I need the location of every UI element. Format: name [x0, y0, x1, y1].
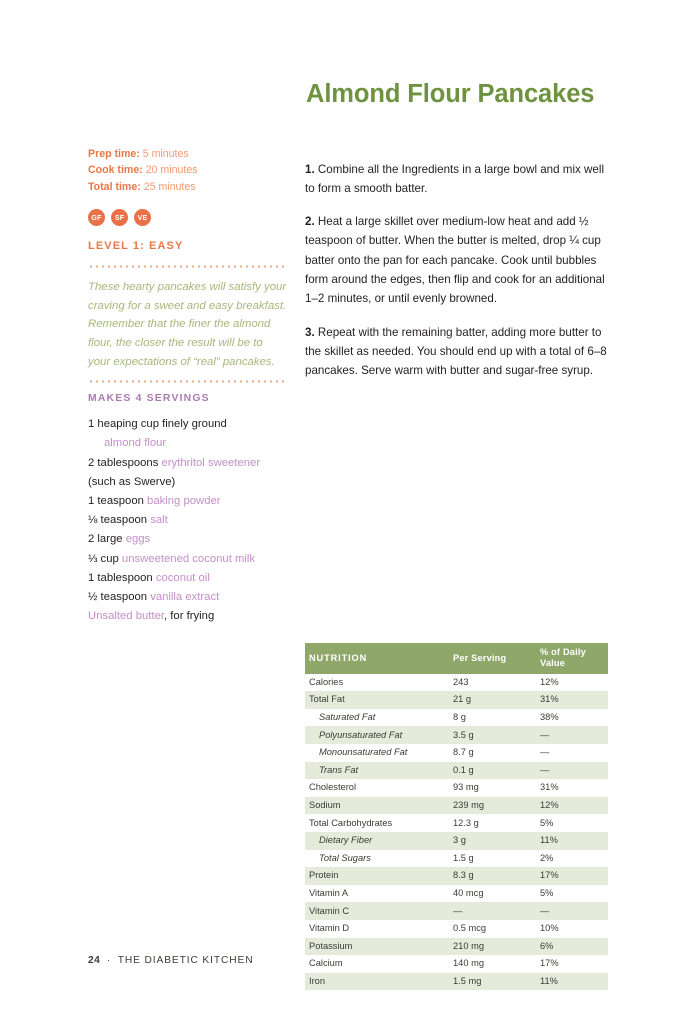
- nutrition-row: [305, 674, 608, 692]
- nutrition-row: [305, 814, 608, 832]
- recipe-intro-text: These hearty pancakes will satisfy your craving for a sweet and easy breakfast. Remember that the finer the almond flour, the closer the result will be to your expectations of “real” pancakes.: [88, 281, 287, 368]
- total-time-label: Total time:: [88, 180, 141, 193]
- nutrition-row: [305, 779, 608, 797]
- nutrient-daily-value: 12%: [536, 797, 608, 815]
- nutrient-daily-value: —: [536, 744, 608, 762]
- nutrient-name: Calories: [305, 674, 449, 692]
- nutrient-per-serving: 40 mcg: [449, 885, 536, 903]
- nutrient-daily-value: —: [536, 902, 608, 920]
- ingredient-name: vanilla extract: [150, 591, 220, 604]
- nutrition-row: [305, 902, 608, 920]
- nutrition-table-head: [305, 643, 608, 674]
- ingredient-item: [88, 569, 288, 588]
- nutrient-per-serving: 12.3 g: [449, 814, 536, 832]
- ingredient-item: [88, 607, 288, 626]
- ingredient-item: [88, 492, 288, 511]
- ingredient-quantity: 2 tablespoons: [88, 456, 162, 469]
- nutrient-name: Total Sugars: [305, 850, 449, 868]
- nutrient-per-serving: 243: [449, 674, 536, 692]
- nutrient-daily-value: 11%: [536, 973, 608, 991]
- ingredient-quantity: 1 heaping cup finely ground: [88, 418, 227, 431]
- ingredient-item: [88, 550, 288, 569]
- nutrient-daily-value: 38%: [536, 709, 608, 727]
- nutrient-daily-value: —: [536, 762, 608, 780]
- prep-time-row: [88, 146, 288, 162]
- nutrient-daily-value: 31%: [536, 691, 608, 709]
- nutrition-header-row: [305, 643, 608, 674]
- nutrient-name: Vitamin A: [305, 885, 449, 903]
- recipe-times: [88, 146, 288, 195]
- nutrient-per-serving: 21 g: [449, 691, 536, 709]
- instruction-step: [305, 323, 609, 381]
- nutrient-per-serving: 8 g: [449, 709, 536, 727]
- nutrient-name: Vitamin D: [305, 920, 449, 938]
- recipe-meta-column: [88, 146, 288, 626]
- instruction-step: [305, 160, 609, 199]
- ingredient-name: baking powder: [147, 495, 221, 507]
- nutrition-row: [305, 744, 608, 762]
- ingredient-quantity: ⅛ teaspoon: [88, 514, 151, 527]
- cook-time-value: 20 minutes: [145, 164, 198, 177]
- nutrient-daily-value: 12%: [536, 674, 608, 692]
- nutrient-name: Trans Fat: [305, 762, 449, 780]
- step-text: Repeat with the remaining batter, adding more butter to the skillet as needed. You should end up with a total of 6–8 pancakes. Serve warm with butter and sugar-free syrup.: [305, 325, 607, 378]
- cook-time-row: [88, 162, 288, 178]
- nutrition-row: [305, 832, 608, 850]
- servings-label: MAKES 4 SERVINGS: [88, 393, 210, 405]
- nutrition-row: [305, 709, 608, 727]
- nutrition-table: [305, 643, 608, 990]
- ingredient-quantity: ½ teaspoon: [88, 591, 151, 604]
- nutrition-row: [305, 850, 608, 868]
- ingredient-item: [88, 415, 288, 453]
- nutrient-name: Cholesterol: [305, 779, 449, 797]
- instructions-list: [305, 148, 609, 395]
- nutrient-per-serving: 8.3 g: [449, 867, 536, 885]
- nutrient-daily-value: 17%: [536, 955, 608, 973]
- nutrient-name: Polyunsaturated Fat: [305, 726, 449, 744]
- step-text: Heat a large skillet over medium-low heat and add ½ teaspoon of butter. When the butter is melted, drop ¼ cup batter onto the pan for each pancake. Cook until bubbles form around the edges, then flip and cook for an additional 1–2 minutes, or until evenly browned.: [305, 215, 605, 306]
- diet-badges: [88, 209, 288, 226]
- nutrition-col-header-per-serving: Per Serving: [449, 643, 536, 674]
- ingredient-note: , for frying: [164, 610, 215, 623]
- nutrient-per-serving: 93 mg: [449, 779, 536, 797]
- nutrient-name: Vitamin C: [305, 902, 449, 920]
- badge-vegetarian-icon: VE: [134, 209, 151, 226]
- nutrition-row: [305, 885, 608, 903]
- nutrient-daily-value: 10%: [536, 920, 608, 938]
- nutrient-name: Calcium: [305, 955, 449, 973]
- nutrient-name: Sodium: [305, 797, 449, 815]
- nutrition-row: [305, 867, 608, 885]
- nutrient-daily-value: 2%: [536, 850, 608, 868]
- step-text: Combine all the Ingredients in a large bowl and mix well to form a smooth batter.: [305, 162, 605, 195]
- dotted-divider-bottom: [88, 380, 288, 383]
- footer-book-title: THE DIABETIC KITCHEN: [117, 955, 254, 966]
- nutrition-row: [305, 955, 608, 973]
- nutrient-name: Potassium: [305, 938, 449, 956]
- ingredient-name: salt: [150, 514, 168, 527]
- nutrient-name: Total Fat: [305, 691, 449, 709]
- ingredients-list: [88, 415, 288, 626]
- ingredient-name: coconut oil: [155, 571, 210, 584]
- nutrient-name: Dietary Fiber: [305, 832, 449, 850]
- nutrient-daily-value: 31%: [536, 779, 608, 797]
- ingredient-name: unsweetened coconut milk: [121, 552, 256, 565]
- total-time-value: 25 minutes: [143, 180, 196, 193]
- nutrition-table-body: [305, 674, 608, 991]
- ingredient-name: eggs: [125, 533, 151, 546]
- badge-gluten-free-icon: GF: [88, 209, 105, 226]
- nutrient-per-serving: 3.5 g: [449, 726, 536, 744]
- nutrition-col-header-daily-value: % of Daily Value: [536, 643, 608, 674]
- cook-time-label: Cook time:: [88, 164, 143, 177]
- page-title: Almond Flour Pancakes: [306, 80, 595, 108]
- nutrient-daily-value: 17%: [536, 867, 608, 885]
- dotted-divider-top: [88, 265, 288, 268]
- footer-separator: ·: [106, 955, 112, 966]
- step-number: 2.: [305, 215, 315, 229]
- nutrient-per-serving: 239 mg: [449, 797, 536, 815]
- step-number: 3.: [305, 325, 315, 339]
- nutrient-name: Total Carbohydrates: [305, 814, 449, 832]
- ingredient-item: [88, 511, 288, 530]
- nutrition-row: [305, 920, 608, 938]
- nutrient-name: Protein: [305, 867, 449, 885]
- prep-time-label: Prep time:: [88, 148, 140, 160]
- ingredient-item: [88, 530, 288, 549]
- nutrition-row: [305, 762, 608, 780]
- ingredient-name: almond flour: [104, 437, 167, 450]
- badge-sugar-free-icon: SF: [111, 209, 128, 226]
- nutrition-col-header-name: NUTRITION: [305, 643, 449, 674]
- nutrition-row: [305, 797, 608, 815]
- ingredient-quantity: ⅓ cup: [88, 552, 122, 565]
- footer-page-number: 24: [88, 955, 101, 966]
- nutrient-daily-value: 11%: [536, 832, 608, 850]
- nutrition-row: [305, 691, 608, 709]
- nutrient-per-serving: —: [449, 902, 536, 920]
- ingredient-item: [88, 588, 288, 607]
- nutrient-per-serving: 210 mg: [449, 938, 536, 956]
- instruction-step: [305, 212, 609, 308]
- nutrient-per-serving: 1.5 mg: [449, 973, 536, 991]
- nutrient-daily-value: 5%: [536, 885, 608, 903]
- difficulty-level: LEVEL 1: EASY: [88, 240, 184, 253]
- step-number: 1.: [305, 162, 315, 176]
- nutrient-per-serving: 0.5 mcg: [449, 920, 536, 938]
- nutrition-row: [305, 938, 608, 956]
- nutrient-name: Saturated Fat: [305, 709, 449, 727]
- nutrient-name: Iron: [305, 973, 449, 991]
- ingredient-name: Unsalted butter: [88, 610, 164, 623]
- nutrient-per-serving: 0.1 g: [449, 762, 536, 780]
- nutrient-daily-value: 6%: [536, 938, 608, 956]
- nutrient-daily-value: —: [536, 726, 608, 744]
- ingredient-quantity: 2 large: [88, 533, 126, 546]
- prep-time-value: 5 minutes: [142, 148, 189, 160]
- nutrient-per-serving: 3 g: [449, 832, 536, 850]
- nutrient-name: Monounsaturated Fat: [305, 744, 449, 762]
- ingredient-item: [88, 454, 288, 492]
- ingredient-quantity: 1 teaspoon: [88, 495, 148, 507]
- nutrition-row: [305, 973, 608, 991]
- nutrient-daily-value: 5%: [536, 814, 608, 832]
- total-time-row: [88, 179, 288, 195]
- nutrient-per-serving: 1.5 g: [449, 850, 536, 868]
- ingredient-quantity: 1 tablespoon: [88, 571, 156, 584]
- nutrient-per-serving: 140 mg: [449, 955, 536, 973]
- nutrition-row: [305, 726, 608, 744]
- page-footer: [88, 955, 253, 966]
- nutrient-per-serving: 8.7 g: [449, 744, 536, 762]
- ingredient-name: erythritol sweetener: [161, 456, 261, 469]
- ingredient-note: (such as Swerve): [88, 475, 176, 488]
